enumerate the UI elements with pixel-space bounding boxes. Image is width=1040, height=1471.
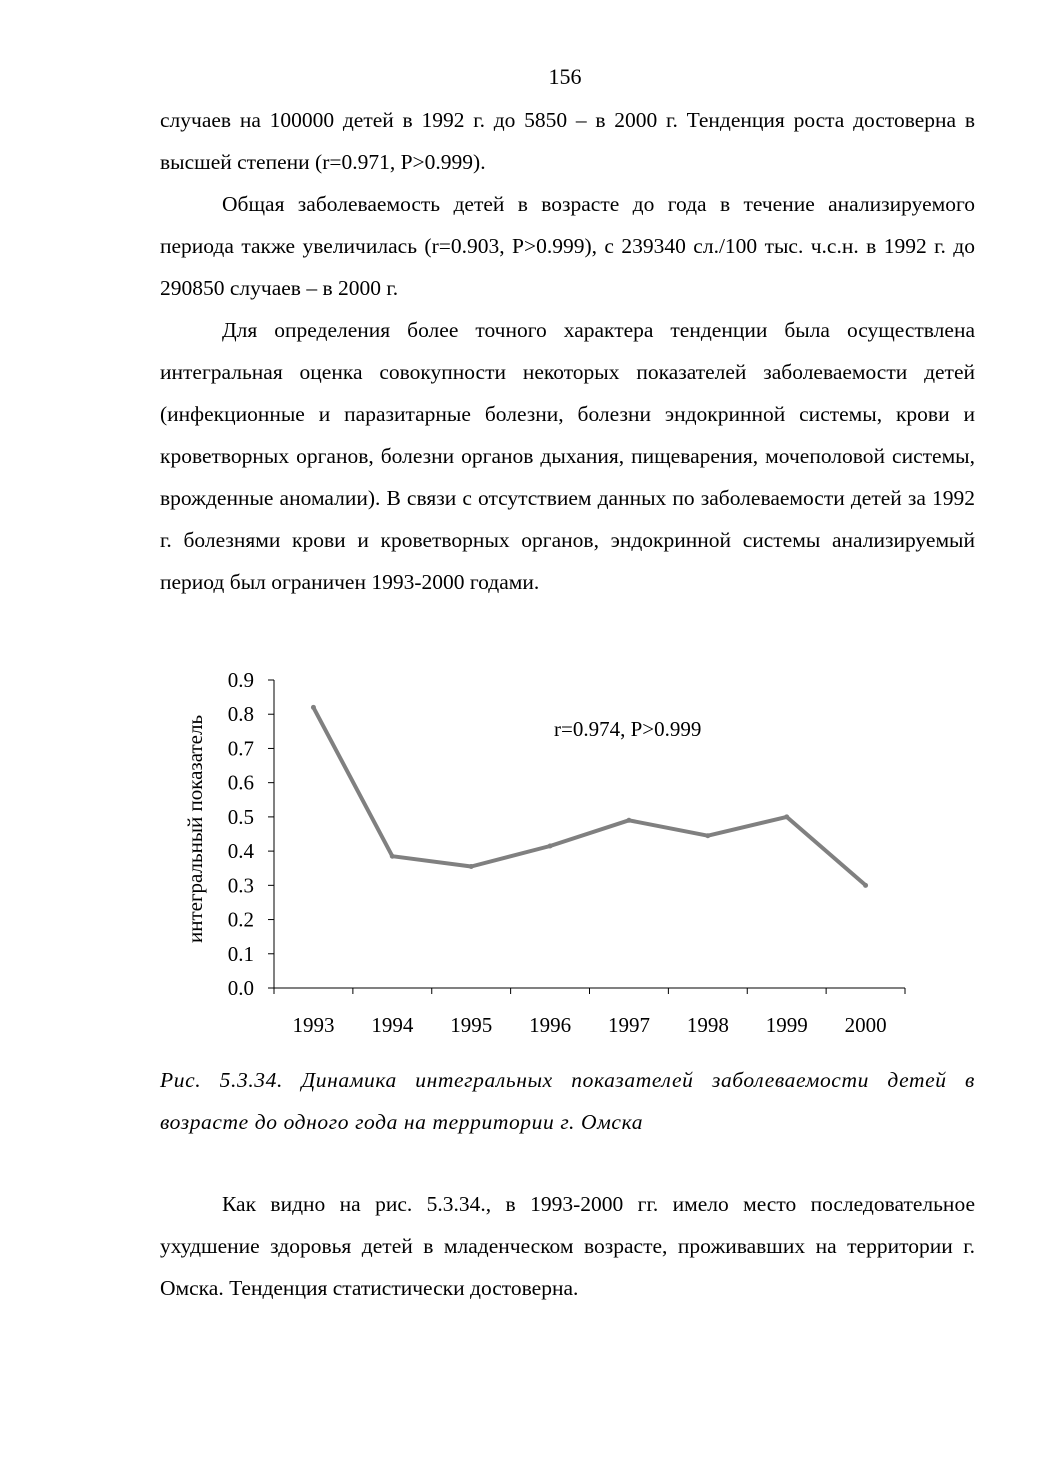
line-chart xyxy=(150,660,910,1040)
data-point xyxy=(469,864,474,869)
data-point xyxy=(626,818,631,823)
x-tick-label: 1996 xyxy=(529,1013,572,1037)
data-point xyxy=(863,883,868,888)
x-tick-label: 1994 xyxy=(371,1013,414,1037)
data-point xyxy=(784,814,789,819)
y-tick-label: 0.3 xyxy=(227,873,254,898)
x-tick-label: 1999 xyxy=(765,1013,808,1037)
data-point xyxy=(705,833,710,838)
x-tick-label: 1997 xyxy=(607,1013,650,1037)
y-tick-label: 0.4 xyxy=(227,839,254,864)
y-tick-label: 0.6 xyxy=(227,770,254,795)
data-point xyxy=(311,705,316,710)
page-number: 156 xyxy=(548,64,582,89)
y-tick-label: 0.8 xyxy=(227,702,254,727)
figure-caption: Рис. 5.3.34. Динамика интегральных показателей заболеваемости детей в возрасте до одного года на территории г. Омска xyxy=(160,1068,975,1134)
x-tick-label: 1995 xyxy=(450,1013,493,1037)
y-tick-label: 0.9 xyxy=(227,668,254,692)
paragraph-2: Общая заболеваемость детей в возрасте до года в течение анализируемого периода также увеличилась (r=0.903, P>0.999), с 239340 сл./100 тыс. ч.с.н. в 1992 г. до 290850 случаев – в 2000 г. xyxy=(160,192,975,300)
chart-annotation: r=0.974, P>0.999 xyxy=(554,717,702,741)
y-tick-label: 0.2 xyxy=(227,907,254,932)
x-tick-label: 1998 xyxy=(686,1013,729,1037)
y-tick-label: 0.0 xyxy=(227,976,254,1000)
data-point xyxy=(548,843,553,848)
paragraph-4: Как видно на рис. 5.3.34., в 1993-2000 гг. имело место последовательное ухудшение здоровья детей в младенческом возрасте, проживавших на территории г. Омска. Тенденция статистически достоверна. xyxy=(160,1192,975,1300)
y-tick-label: 0.1 xyxy=(227,941,254,966)
y-axis-label: интегральный показатель xyxy=(183,714,207,944)
y-tick-label: 0.7 xyxy=(227,736,254,761)
x-tick-label: 1993 xyxy=(292,1013,335,1037)
chart-svg xyxy=(150,660,910,1040)
y-tick-label: 0.5 xyxy=(227,804,254,829)
paragraph-1: случаев на 100000 детей в 1992 г. до 5850 – в 2000 г. Тенденция роста достоверна в высшей степени (r=0.971, P>0.999). xyxy=(160,108,975,174)
paragraph-3: Для определения более точного характера тенденции была осуществлена интегральная оценка совокупности некоторых показателей заболеваемости детей (инфекционные и паразитарные болезни, болезни эндокринной системы, крови и кроветворных органов, болезни органов дыхания, пищеварения, мочеполовой системы, врожденные аномалии). В связи с отсутствием данных по заболеваемости детей за 1992 г. болезнями крови и кроветворных органов, эндокринной системы анализируемый период был ограничен 1993-2000 годами. xyxy=(160,318,975,594)
x-tick-label: 2000 xyxy=(844,1013,887,1037)
data-point xyxy=(390,854,395,859)
